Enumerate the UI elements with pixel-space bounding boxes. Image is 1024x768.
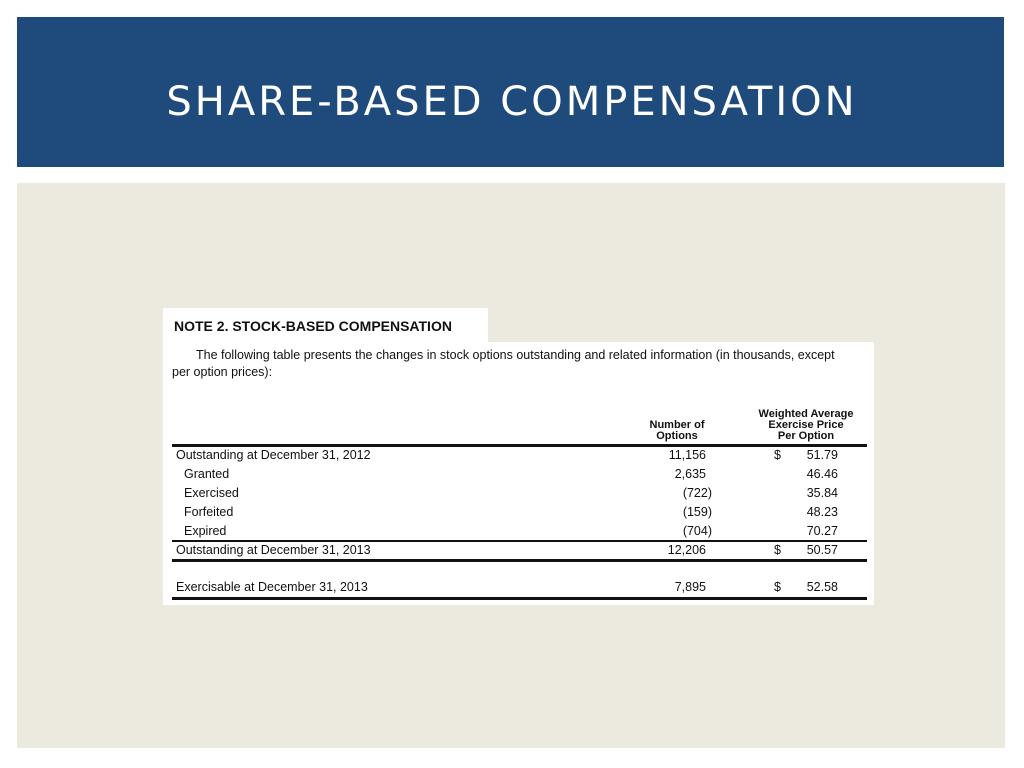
note-intro-text: The following table presents the changes in stock options outstanding and related information (in thousands, except per option prices):: [172, 348, 835, 379]
row-options: 11,156: [668, 448, 706, 462]
column-header-price: [752, 409, 860, 442]
row-dollar: $: [774, 448, 781, 462]
row-price: 51.79: [806, 448, 838, 462]
row-options: 7,895: [674, 580, 706, 594]
note-table-image: [163, 342, 874, 605]
row-options: 12,206: [667, 543, 706, 557]
table-row: [163, 484, 874, 503]
row-price: 52.58: [806, 580, 838, 594]
row-options: 2,635: [674, 467, 706, 481]
table-row: [163, 578, 874, 597]
column-header-price-line2: Exercise Price: [768, 419, 844, 431]
row-dollar: $: [774, 543, 781, 557]
row-options: (159): [682, 505, 712, 519]
slide-title: SHARE-BASED COMPENSATION: [166, 79, 858, 125]
row-price: 46.46: [806, 467, 838, 481]
row-label: Expired: [184, 524, 227, 538]
row-price: 70.27: [806, 524, 838, 538]
row-label: Forfeited: [184, 505, 234, 519]
table-row: [163, 541, 874, 560]
row-label: Outstanding at December 31, 2012: [176, 448, 371, 462]
table-row: [163, 522, 874, 541]
row-price: 35.84: [806, 486, 838, 500]
column-header-options: [637, 420, 717, 442]
row-price: 48.23: [806, 505, 838, 519]
row-options: (704): [682, 524, 712, 538]
column-header-options-line2: Options: [656, 430, 698, 442]
bottom-rule: [172, 597, 867, 600]
note-heading-box: [163, 308, 488, 344]
note-intro: [172, 347, 852, 381]
row-price: 50.57: [806, 543, 838, 557]
table-row: [163, 503, 874, 522]
note-heading: NOTE 2. STOCK-BASED COMPENSATION: [174, 318, 452, 334]
table-row: [163, 446, 874, 465]
row-label: Outstanding at December 31, 2013: [176, 543, 371, 557]
row-label: Exercised: [184, 486, 239, 500]
column-header-price-line1: Weighted Average: [758, 408, 854, 420]
row-label: Exercisable at December 31, 2013: [176, 580, 368, 594]
column-header-options-line1: Number of: [649, 419, 705, 431]
row-label: Granted: [184, 467, 230, 481]
row-dollar: $: [774, 580, 781, 594]
row-options: (722): [682, 486, 712, 500]
table-row: [163, 465, 874, 484]
column-header-price-line3: Per Option: [777, 430, 835, 442]
total-rule: [172, 559, 867, 562]
